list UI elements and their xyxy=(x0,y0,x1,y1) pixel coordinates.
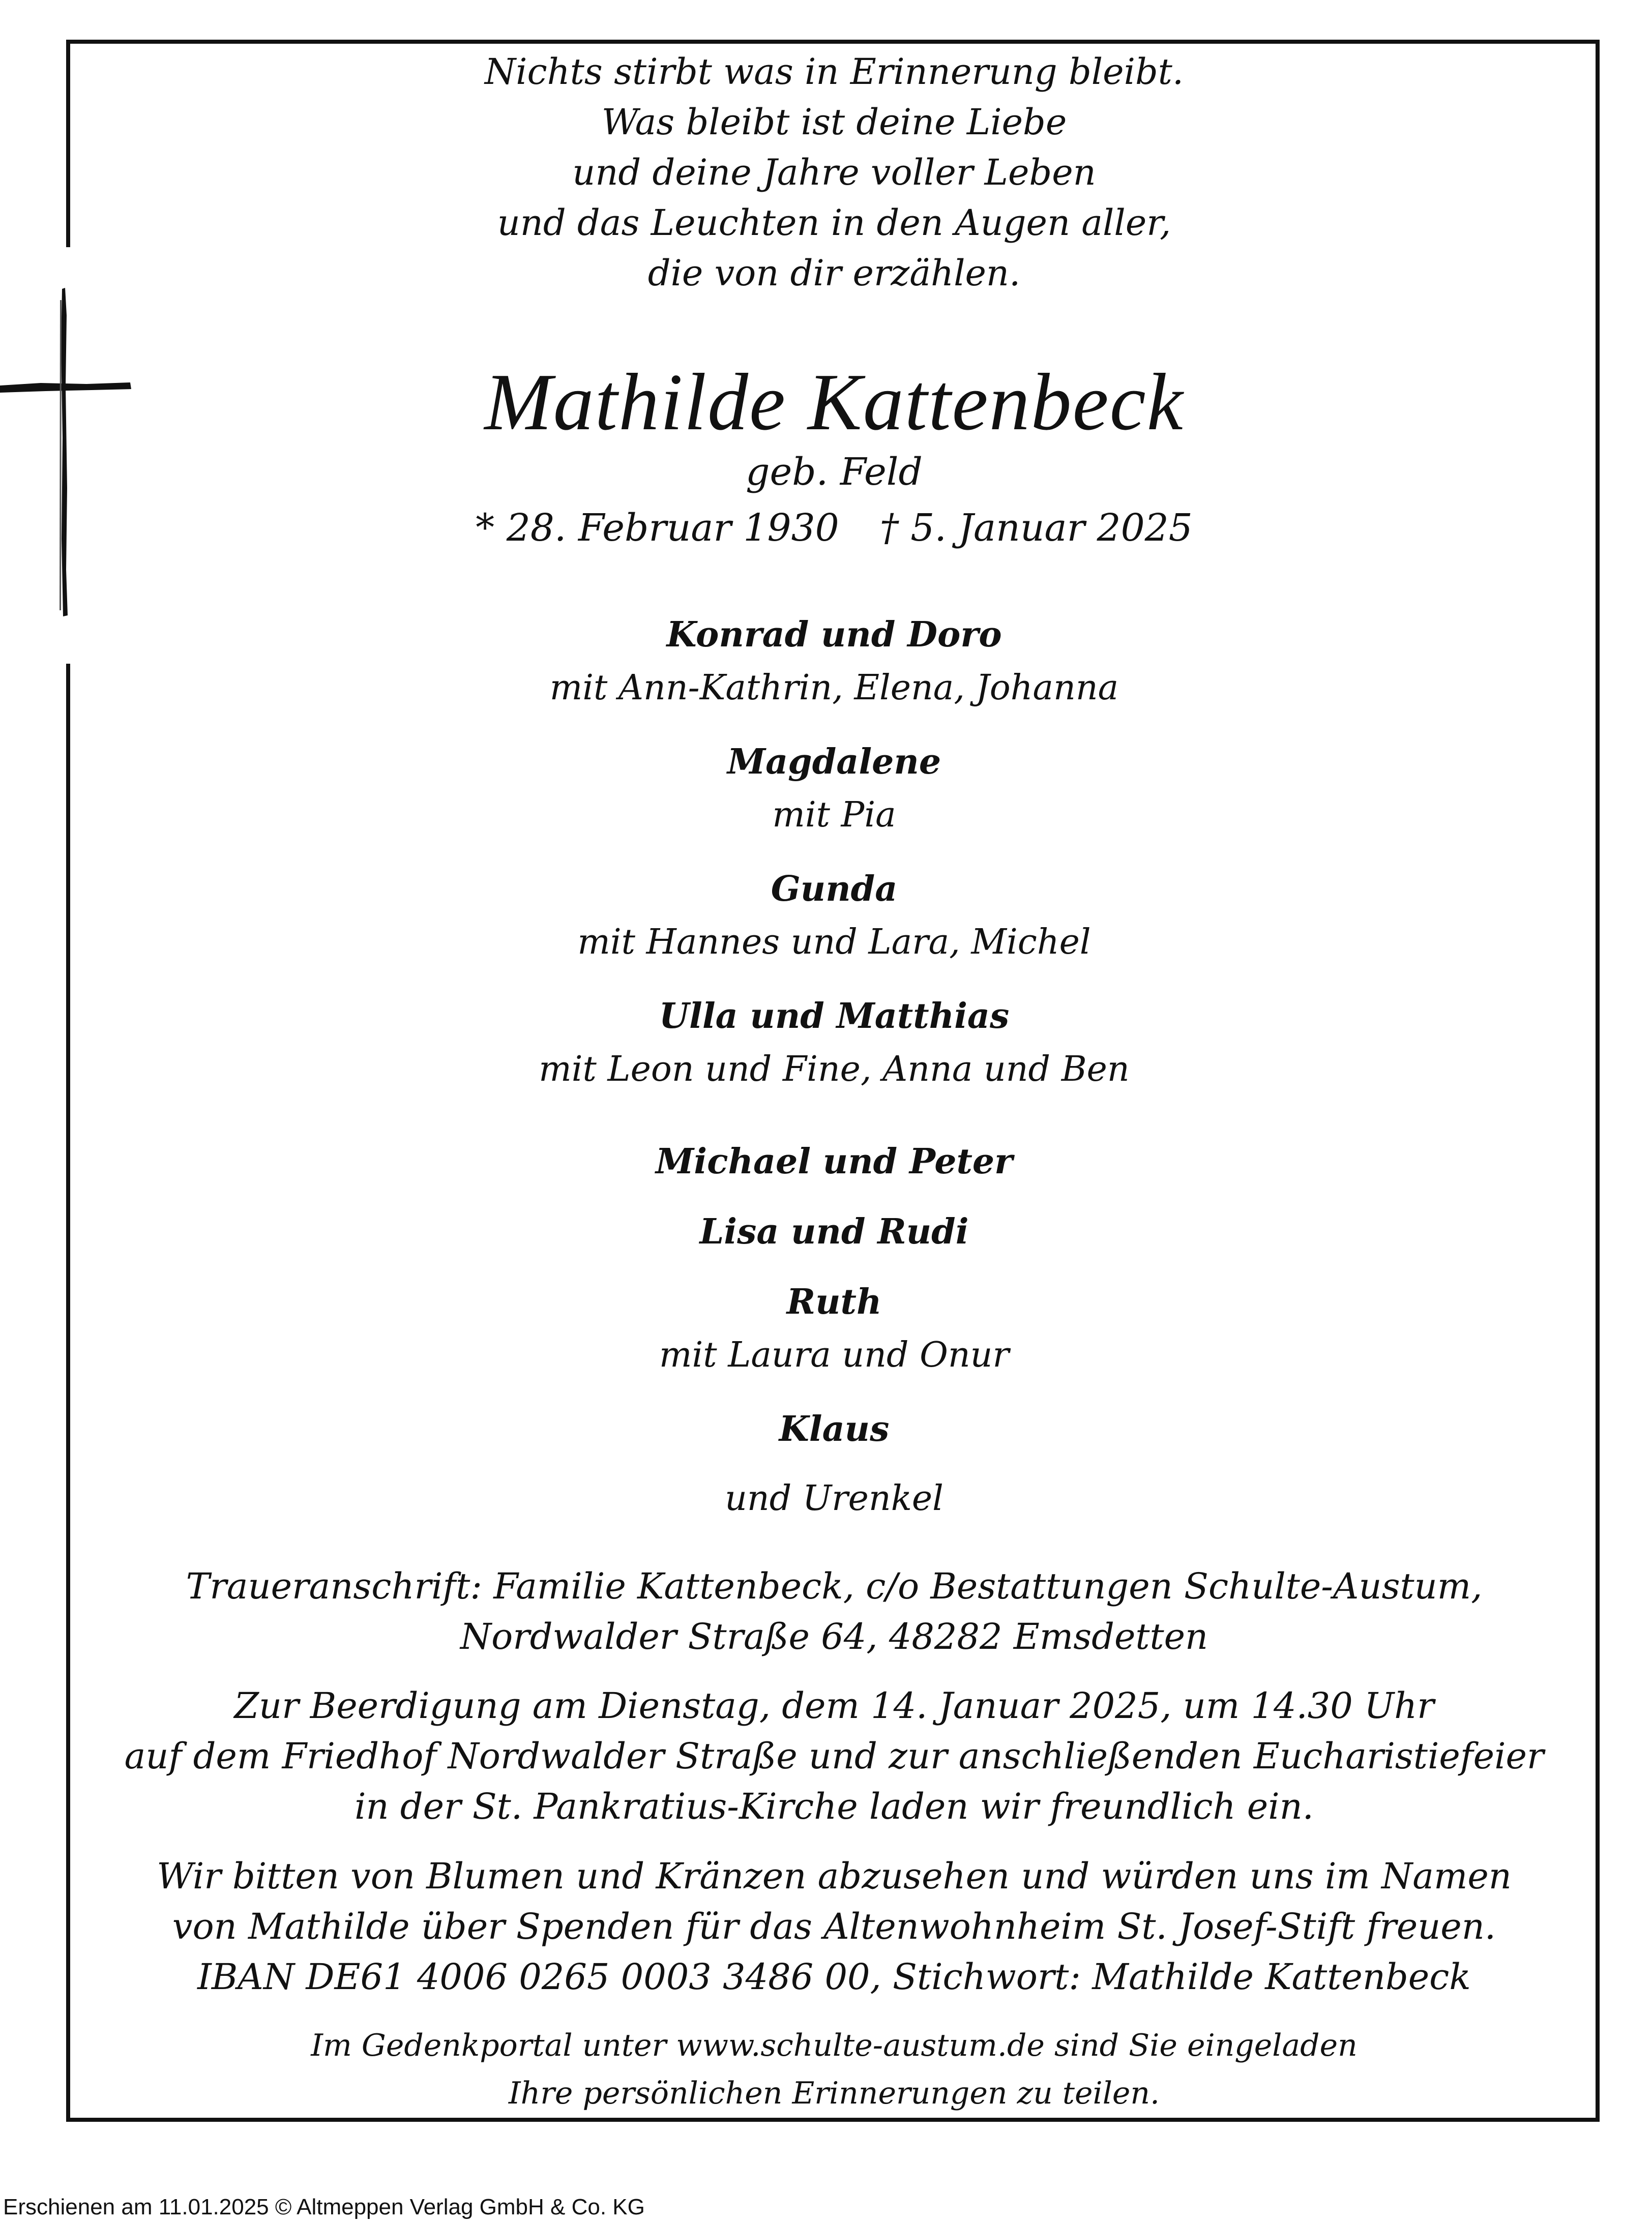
family-member-name: Gunda xyxy=(771,869,898,909)
frame-bottom-border xyxy=(66,2118,1600,2122)
birth-date: * 28. Februar 1930 xyxy=(476,506,839,550)
family-member-name: Konrad und Doro xyxy=(666,614,1002,655)
family-member-children: mit Pia xyxy=(772,795,896,835)
family-member-name: Klaus xyxy=(779,1409,890,1449)
mourning-address xyxy=(102,1561,1567,1662)
family-member-name: Lisa und Rudi xyxy=(699,1211,969,1252)
family-member-children: mit Laura und Onur xyxy=(659,1335,1009,1375)
memorial-portal-note xyxy=(102,2022,1567,2117)
death-date: † 5. Januar 2025 xyxy=(879,506,1193,550)
family-member-children: mit Ann-Kathrin, Elena, Johanna xyxy=(549,668,1119,708)
funeral-line: Zur Beerdigung am Dienstag, dem 14. Januar 2025, um 14.30 Uhr xyxy=(234,1685,1434,1727)
poem-line: die von dir erzählen. xyxy=(647,252,1021,294)
donation-line: von Mathilde über Spenden für das Altenwohnheim St. Josef-Stift freuen. xyxy=(172,1906,1496,1947)
portal-line: Im Gedenkportal unter www.schulte-austum.de sind Sie eingeladen xyxy=(311,2028,1358,2063)
family-member-children: mit Leon und Fine, Anna und Ben xyxy=(539,1049,1130,1089)
publication-footer: Erschienen am 11.01.2025 © Altmeppen Verlag GmbH & Co. KG xyxy=(3,2195,645,2219)
funeral-line: in der St. Pankratius-Kirche laden wir freundlich ein. xyxy=(355,1786,1314,1827)
funeral-info xyxy=(102,1681,1567,1832)
life-dates xyxy=(102,503,1567,552)
great-grandchildren: und Urenkel xyxy=(725,1478,943,1519)
frame-top-border xyxy=(66,40,1600,44)
portal-line: Ihre persönlichen Erinnerungen zu teilen. xyxy=(508,2076,1160,2111)
family-member-name: Magdalene xyxy=(727,742,941,782)
poem-line: und das Leuchten in den Augen aller, xyxy=(497,202,1171,244)
address-line: Nordwalder Straße 64, 48282 Emsdetten xyxy=(460,1616,1208,1657)
funeral-line: auf dem Friedhof Nordwalder Straße und zur anschließenden Eucharistiefeier xyxy=(124,1735,1544,1777)
frame-left-border-lower xyxy=(66,664,70,2122)
poem xyxy=(102,47,1567,299)
family-member-name: Ulla und Matthias xyxy=(659,996,1010,1036)
poem-line: und deine Jahre voller Leben xyxy=(572,152,1096,193)
donation-line: IBAN DE61 4006 0265 0003 3486 00, Stichwort: Mathilde Kattenbeck xyxy=(197,1956,1471,1998)
frame-left-border-upper xyxy=(66,40,70,247)
poem-line: Was bleibt ist deine Liebe xyxy=(601,101,1067,143)
donation-request xyxy=(102,1851,1567,2002)
family-member-name: Michael und Peter xyxy=(656,1141,1013,1182)
family-member-children: mit Hannes und Lara, Michel xyxy=(577,922,1091,962)
family-list xyxy=(102,608,1567,1525)
deceased-name: Mathilde Kattenbeck xyxy=(484,357,1184,447)
donation-line: Wir bitten von Blumen und Kränzen abzusehen und würden uns im Namen xyxy=(157,1855,1512,1897)
poem-line: Nichts stirbt was in Erinnerung bleibt. xyxy=(484,51,1184,93)
frame-right-border xyxy=(1596,40,1600,2122)
address-line: Traueranschrift: Familie Kattenbeck, c/o Bestattungen Schulte-Austum, xyxy=(186,1565,1483,1607)
family-member-name: Ruth xyxy=(786,1282,882,1322)
birth-name: geb. Feld xyxy=(746,450,923,494)
